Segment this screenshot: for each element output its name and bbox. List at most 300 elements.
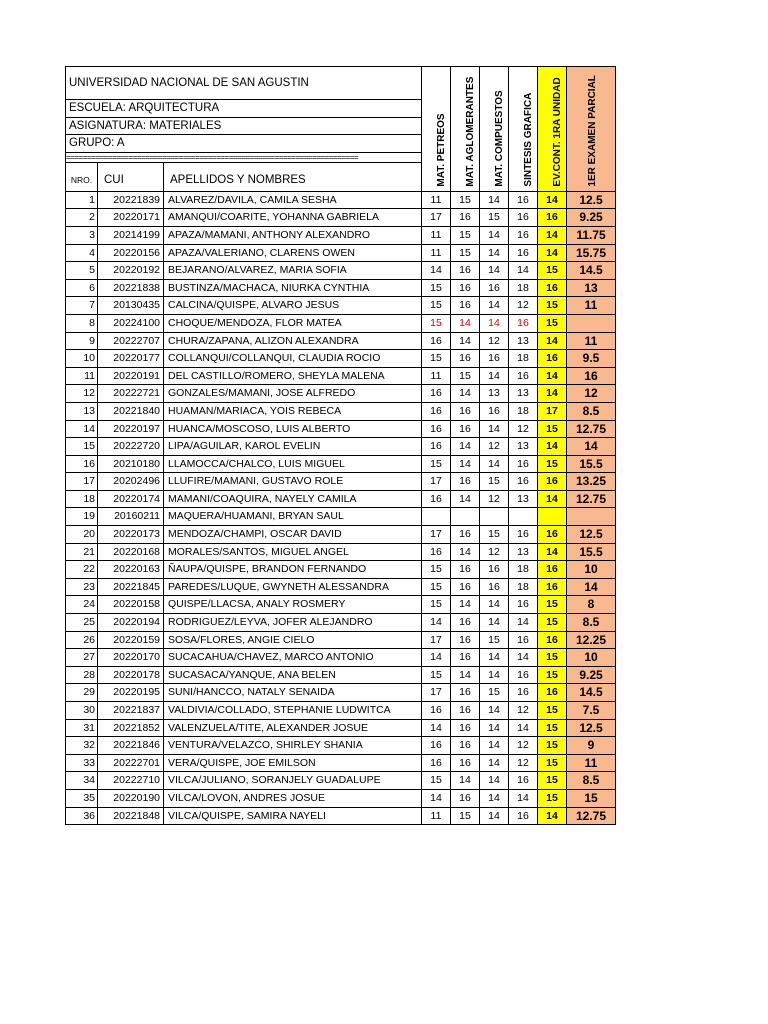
row-number: 16 <box>66 455 98 473</box>
row-student-name: AMANQUI/COARITE, YOHANNA GABRIELA <box>164 209 422 227</box>
row-cui: 20220159 <box>98 631 164 649</box>
row-examen-parcial: 12 <box>567 385 616 403</box>
row-number: 21 <box>66 543 98 561</box>
row-mat-petreos <box>422 508 451 526</box>
row-student-name: VENTURA/VELAZCO, SHIRLEY SHANIA <box>164 737 422 755</box>
row-number: 29 <box>66 684 98 702</box>
row-mat-aglomerantes: 16 <box>451 754 480 772</box>
table-row <box>66 420 616 438</box>
header-university-row <box>66 67 616 100</box>
row-mat-petreos: 16 <box>422 702 451 720</box>
row-number: 22 <box>66 561 98 579</box>
row-sintesis-grafica: 18 <box>509 402 538 420</box>
row-number: 3 <box>66 226 98 244</box>
table-row <box>66 631 616 649</box>
row-student-name: BEJARANO/ALVAREZ, MARIA SOFIA <box>164 262 422 280</box>
row-student-name: RODRIGUEZ/LEYVA, JOFER ALEJANDRO <box>164 614 422 632</box>
row-mat-petreos: 16 <box>422 754 451 772</box>
table-row <box>66 772 616 790</box>
row-ev-cont: 14 <box>538 244 567 262</box>
row-cui: 20220170 <box>98 649 164 667</box>
col-head-ev-cont <box>538 67 567 192</box>
row-cui: 20220190 <box>98 789 164 807</box>
row-mat-petreos: 14 <box>422 719 451 737</box>
row-student-name: COLLANQUI/COLLANQUI, CLAUDIA ROCIO <box>164 350 422 368</box>
row-number: 18 <box>66 490 98 508</box>
row-mat-aglomerantes: 16 <box>451 262 480 280</box>
row-sintesis-grafica: 13 <box>509 438 538 456</box>
row-number: 2 <box>66 209 98 227</box>
col-head-mat-aglomerantes <box>451 67 480 192</box>
row-sintesis-grafica: 12 <box>509 420 538 438</box>
row-cui: 20221848 <box>98 807 164 825</box>
row-sintesis-grafica: 13 <box>509 543 538 561</box>
row-number: 14 <box>66 420 98 438</box>
row-number: 12 <box>66 385 98 403</box>
table-row <box>66 490 616 508</box>
row-number: 11 <box>66 367 98 385</box>
table-row <box>66 262 616 280</box>
row-examen-parcial: 16 <box>567 367 616 385</box>
row-ev-cont: 14 <box>538 438 567 456</box>
row-sintesis-grafica: 16 <box>509 526 538 544</box>
row-sintesis-grafica: 16 <box>509 631 538 649</box>
row-student-name: CALCINA/QUISPE, ALVARO JESUS <box>164 297 422 315</box>
row-sintesis-grafica: 16 <box>509 314 538 332</box>
row-sintesis-grafica: 16 <box>509 772 538 790</box>
row-number: 15 <box>66 438 98 456</box>
row-mat-aglomerantes: 16 <box>451 684 480 702</box>
row-mat-compuestos: 14 <box>480 420 509 438</box>
col-head-mat-petreos <box>422 67 451 192</box>
row-examen-parcial: 15 <box>567 789 616 807</box>
row-mat-aglomerantes: 16 <box>451 789 480 807</box>
col-head-mat-compuestos <box>480 67 509 192</box>
row-mat-aglomerantes: 16 <box>451 631 480 649</box>
row-examen-parcial: 8.5 <box>567 772 616 790</box>
row-ev-cont: 16 <box>538 526 567 544</box>
col-head-sintesis-grafica <box>509 67 538 192</box>
row-cui: 20130435 <box>98 297 164 315</box>
table-row <box>66 754 616 772</box>
row-number: 4 <box>66 244 98 262</box>
row-number: 30 <box>66 702 98 720</box>
row-student-name: MORALES/SANTOS, MIGUEL ANGEL <box>164 543 422 561</box>
table-row <box>66 737 616 755</box>
table-row <box>66 332 616 350</box>
row-mat-compuestos: 14 <box>480 666 509 684</box>
row-mat-compuestos: 14 <box>480 772 509 790</box>
row-ev-cont: 16 <box>538 209 567 227</box>
table-row <box>66 279 616 297</box>
row-mat-petreos: 17 <box>422 684 451 702</box>
row-mat-petreos: 11 <box>422 226 451 244</box>
row-ev-cont: 15 <box>538 420 567 438</box>
row-ev-cont: 15 <box>538 702 567 720</box>
row-student-name: HUAMAN/MARIACA, YOIS REBECA <box>164 402 422 420</box>
row-ev-cont: 15 <box>538 772 567 790</box>
row-student-name: QUISPE/LLACSA, ANALY ROSMERY <box>164 596 422 614</box>
row-examen-parcial: 12.5 <box>567 526 616 544</box>
row-mat-aglomerantes: 16 <box>451 279 480 297</box>
row-cui: 20220178 <box>98 666 164 684</box>
table-row <box>66 578 616 596</box>
row-examen-parcial: 11 <box>567 332 616 350</box>
table-row <box>66 719 616 737</box>
row-student-name: VILCA/LOVON, ANDRES JOSUE <box>164 789 422 807</box>
row-ev-cont: 16 <box>538 279 567 297</box>
row-ev-cont: 15 <box>538 649 567 667</box>
row-ev-cont: 14 <box>538 490 567 508</box>
row-sintesis-grafica: 16 <box>509 473 538 491</box>
row-examen-parcial <box>567 508 616 526</box>
row-mat-compuestos: 15 <box>480 631 509 649</box>
row-student-name: PAREDES/LUQUE, GWYNETH ALESSANDRA <box>164 578 422 596</box>
table-row <box>66 684 616 702</box>
row-mat-compuestos: 14 <box>480 297 509 315</box>
row-mat-aglomerantes: 15 <box>451 226 480 244</box>
row-student-name: ÑAUPA/QUISPE, BRANDON FERNANDO <box>164 561 422 579</box>
col-head-nro: NRO. <box>66 162 98 191</box>
row-sintesis-grafica: 12 <box>509 297 538 315</box>
row-mat-compuestos: 14 <box>480 314 509 332</box>
row-mat-petreos: 16 <box>422 438 451 456</box>
row-ev-cont: 16 <box>538 684 567 702</box>
table-row <box>66 209 616 227</box>
row-ev-cont: 14 <box>538 332 567 350</box>
row-student-name: SUCASACA/YANQUE, ANA BELEN <box>164 666 422 684</box>
row-mat-petreos: 16 <box>422 402 451 420</box>
row-examen-parcial: 13.25 <box>567 473 616 491</box>
table-row <box>66 350 616 368</box>
row-student-name: ALVAREZ/DAVILA, CAMILA SESHA <box>164 191 422 209</box>
row-mat-petreos: 17 <box>422 631 451 649</box>
row-examen-parcial: 11 <box>567 754 616 772</box>
row-student-name: SUCACAHUA/CHAVEZ, MARCO ANTONIO <box>164 649 422 667</box>
row-mat-petreos: 15 <box>422 350 451 368</box>
row-ev-cont: 15 <box>538 455 567 473</box>
row-mat-compuestos: 14 <box>480 244 509 262</box>
row-number: 35 <box>66 789 98 807</box>
table-row <box>66 191 616 209</box>
row-mat-aglomerantes: 16 <box>451 297 480 315</box>
col-head-ev-cont-label: EV.CONT. 1RA UNIDAD <box>552 77 563 187</box>
row-cui: 20221838 <box>98 279 164 297</box>
row-cui: 20222701 <box>98 754 164 772</box>
row-sintesis-grafica: 18 <box>509 561 538 579</box>
col-head-mat-petreos-label: MAT. PETREOS <box>436 113 447 187</box>
row-ev-cont: 14 <box>538 385 567 403</box>
row-mat-petreos: 17 <box>422 209 451 227</box>
row-examen-parcial: 9.25 <box>567 209 616 227</box>
row-mat-petreos: 16 <box>422 420 451 438</box>
row-student-name: MAMANI/COAQUIRA, NAYELY CAMILA <box>164 490 422 508</box>
row-mat-aglomerantes: 15 <box>451 191 480 209</box>
row-sintesis-grafica: 13 <box>509 332 538 350</box>
row-ev-cont: 15 <box>538 719 567 737</box>
row-ev-cont: 14 <box>538 367 567 385</box>
row-mat-petreos: 16 <box>422 385 451 403</box>
row-mat-aglomerantes: 14 <box>451 455 480 473</box>
row-cui: 20202496 <box>98 473 164 491</box>
row-cui: 20220192 <box>98 262 164 280</box>
col-head-mat-compuestos-label: MAT. COMPUESTOS <box>494 90 505 187</box>
col-head-sintesis-grafica-label: SINTESIS GRAFICA <box>523 92 534 187</box>
row-number: 23 <box>66 578 98 596</box>
row-mat-compuestos: 14 <box>480 737 509 755</box>
row-cui: 20214199 <box>98 226 164 244</box>
row-mat-aglomerantes: 16 <box>451 614 480 632</box>
row-mat-compuestos: 12 <box>480 543 509 561</box>
col-head-cui: CUI <box>98 162 164 191</box>
row-cui: 20220177 <box>98 350 164 368</box>
row-ev-cont: 15 <box>538 614 567 632</box>
row-sintesis-grafica: 14 <box>509 719 538 737</box>
row-cui: 20160211 <box>98 508 164 526</box>
table-row <box>66 526 616 544</box>
row-mat-compuestos: 16 <box>480 561 509 579</box>
row-mat-compuestos: 12 <box>480 490 509 508</box>
row-examen-parcial: 12.25 <box>567 631 616 649</box>
row-cui: 20222721 <box>98 385 164 403</box>
row-number: 19 <box>66 508 98 526</box>
row-mat-aglomerantes: 16 <box>451 526 480 544</box>
row-examen-parcial: 14 <box>567 578 616 596</box>
row-mat-petreos: 16 <box>422 490 451 508</box>
row-mat-compuestos: 14 <box>480 702 509 720</box>
group-label: GRUPO: A <box>66 135 422 153</box>
row-number: 9 <box>66 332 98 350</box>
row-mat-compuestos: 14 <box>480 455 509 473</box>
row-student-name: VILCA/JULIANO, SORANJELY GUADALUPE <box>164 772 422 790</box>
row-mat-aglomerantes: 14 <box>451 385 480 403</box>
row-mat-aglomerantes: 16 <box>451 702 480 720</box>
school-label: ESCUELA: ARQUITECTURA <box>66 100 422 118</box>
row-cui: 20220194 <box>98 614 164 632</box>
subject-label: ASIGNATURA: MATERIALES <box>66 117 422 135</box>
row-ev-cont <box>538 508 567 526</box>
row-sintesis-grafica: 16 <box>509 807 538 825</box>
row-number: 13 <box>66 402 98 420</box>
row-ev-cont: 14 <box>538 543 567 561</box>
row-mat-compuestos: 12 <box>480 332 509 350</box>
row-number: 24 <box>66 596 98 614</box>
row-examen-parcial: 12.5 <box>567 191 616 209</box>
row-examen-parcial: 14.5 <box>567 684 616 702</box>
row-cui: 20210180 <box>98 455 164 473</box>
row-examen-parcial: 10 <box>567 649 616 667</box>
row-student-name: SUNI/HANCCO, NATALY SENAIDA <box>164 684 422 702</box>
table-row <box>66 402 616 420</box>
row-cui: 20220168 <box>98 543 164 561</box>
row-mat-petreos: 11 <box>422 367 451 385</box>
row-mat-compuestos: 15 <box>480 473 509 491</box>
row-mat-aglomerantes: 15 <box>451 807 480 825</box>
row-mat-petreos: 14 <box>422 649 451 667</box>
col-head-name: APELLIDOS Y NOMBRES <box>164 162 422 191</box>
row-examen-parcial: 15.75 <box>567 244 616 262</box>
row-mat-petreos: 14 <box>422 614 451 632</box>
row-mat-compuestos: 14 <box>480 614 509 632</box>
row-cui: 20220156 <box>98 244 164 262</box>
row-number: 33 <box>66 754 98 772</box>
row-ev-cont: 16 <box>538 350 567 368</box>
row-student-name: MAQUERA/HUAMANI, BRYAN SAUL <box>164 508 422 526</box>
row-number: 10 <box>66 350 98 368</box>
row-mat-compuestos: 14 <box>480 262 509 280</box>
row-mat-compuestos: 15 <box>480 209 509 227</box>
row-student-name: APAZA/MAMANI, ANTHONY ALEXANDRO <box>164 226 422 244</box>
row-mat-petreos: 16 <box>422 332 451 350</box>
row-examen-parcial: 12.75 <box>567 420 616 438</box>
row-mat-petreos: 11 <box>422 807 451 825</box>
row-mat-compuestos: 14 <box>480 719 509 737</box>
row-sintesis-grafica: 14 <box>509 262 538 280</box>
row-mat-petreos: 14 <box>422 262 451 280</box>
row-number: 25 <box>66 614 98 632</box>
row-number: 31 <box>66 719 98 737</box>
row-examen-parcial: 15.5 <box>567 455 616 473</box>
row-student-name: DEL CASTILLO/ROMERO, SHEYLA MALENA <box>164 367 422 385</box>
row-number: 1 <box>66 191 98 209</box>
row-mat-aglomerantes: 14 <box>451 314 480 332</box>
row-mat-petreos: 11 <box>422 244 451 262</box>
row-mat-compuestos: 16 <box>480 402 509 420</box>
row-mat-aglomerantes: 15 <box>451 244 480 262</box>
row-sintesis-grafica: 13 <box>509 490 538 508</box>
table-row <box>66 666 616 684</box>
row-cui: 20222720 <box>98 438 164 456</box>
row-mat-petreos: 15 <box>422 772 451 790</box>
row-student-name: LLUFIRE/MAMANI, GUSTAVO ROLE <box>164 473 422 491</box>
row-sintesis-grafica: 16 <box>509 455 538 473</box>
row-mat-aglomerantes: 16 <box>451 209 480 227</box>
row-sintesis-grafica: 12 <box>509 702 538 720</box>
row-ev-cont: 15 <box>538 297 567 315</box>
row-mat-compuestos: 14 <box>480 754 509 772</box>
row-student-name: VALENZUELA/TITE, ALEXANDER JOSUE <box>164 719 422 737</box>
row-sintesis-grafica: 16 <box>509 209 538 227</box>
row-cui: 20221845 <box>98 578 164 596</box>
row-examen-parcial: 12.75 <box>567 490 616 508</box>
col-head-mat-aglomerantes-label: MAT. AGLOMERANTES <box>465 76 476 187</box>
row-sintesis-grafica: 18 <box>509 279 538 297</box>
row-sintesis-grafica: 16 <box>509 367 538 385</box>
row-cui: 20222710 <box>98 772 164 790</box>
row-ev-cont: 16 <box>538 561 567 579</box>
table-row <box>66 543 616 561</box>
row-mat-petreos: 15 <box>422 455 451 473</box>
row-mat-petreos: 16 <box>422 543 451 561</box>
table-row <box>66 807 616 825</box>
row-cui: 20221837 <box>98 702 164 720</box>
row-ev-cont: 17 <box>538 402 567 420</box>
row-mat-aglomerantes: 16 <box>451 561 480 579</box>
row-mat-aglomerantes: 14 <box>451 490 480 508</box>
row-examen-parcial: 11 <box>567 297 616 315</box>
row-number: 17 <box>66 473 98 491</box>
row-number: 34 <box>66 772 98 790</box>
table-row <box>66 789 616 807</box>
table-row <box>66 561 616 579</box>
row-ev-cont: 15 <box>538 737 567 755</box>
table-row <box>66 385 616 403</box>
row-ev-cont: 14 <box>538 226 567 244</box>
row-student-name: VALDIVIA/COLLADO, STEPHANIE LUDWITCA <box>164 702 422 720</box>
row-ev-cont: 14 <box>538 191 567 209</box>
row-cui: 20220158 <box>98 596 164 614</box>
row-mat-aglomerantes: 14 <box>451 438 480 456</box>
row-examen-parcial: 14.5 <box>567 262 616 280</box>
row-ev-cont: 14 <box>538 807 567 825</box>
row-sintesis-grafica: 16 <box>509 666 538 684</box>
row-ev-cont: 15 <box>538 314 567 332</box>
row-mat-compuestos: 16 <box>480 350 509 368</box>
row-mat-compuestos: 14 <box>480 191 509 209</box>
row-sintesis-grafica <box>509 508 538 526</box>
row-mat-petreos: 15 <box>422 561 451 579</box>
row-mat-aglomerantes: 16 <box>451 473 480 491</box>
row-mat-aglomerantes: 16 <box>451 719 480 737</box>
row-student-name: BUSTINZA/MACHACA, NIURKA CYNTHIA <box>164 279 422 297</box>
row-student-name: APAZA/VALERIANO, CLARENS OWEN <box>164 244 422 262</box>
row-mat-compuestos: 14 <box>480 807 509 825</box>
row-mat-compuestos: 14 <box>480 649 509 667</box>
row-mat-petreos: 15 <box>422 666 451 684</box>
row-mat-aglomerantes: 16 <box>451 737 480 755</box>
row-mat-aglomerantes: 16 <box>451 350 480 368</box>
row-mat-aglomerantes: 16 <box>451 402 480 420</box>
row-ev-cont: 16 <box>538 473 567 491</box>
row-examen-parcial: 8.5 <box>567 402 616 420</box>
row-number: 27 <box>66 649 98 667</box>
row-cui: 20222707 <box>98 332 164 350</box>
row-cui: 20220197 <box>98 420 164 438</box>
row-student-name: HUANCA/MOSCOSO, LUIS ALBERTO <box>164 420 422 438</box>
row-examen-parcial: 8 <box>567 596 616 614</box>
grades-table <box>65 66 616 825</box>
table-row <box>66 614 616 632</box>
row-mat-compuestos: 14 <box>480 226 509 244</box>
row-student-name: LLAMOCCA/CHALCO, LUIS MIGUEL <box>164 455 422 473</box>
table-row <box>66 226 616 244</box>
row-sintesis-grafica: 16 <box>509 684 538 702</box>
row-sintesis-grafica: 12 <box>509 754 538 772</box>
row-sintesis-grafica: 13 <box>509 385 538 403</box>
row-sintesis-grafica: 16 <box>509 596 538 614</box>
row-mat-aglomerantes: 14 <box>451 332 480 350</box>
row-sintesis-grafica: 14 <box>509 649 538 667</box>
row-cui: 20221840 <box>98 402 164 420</box>
row-number: 5 <box>66 262 98 280</box>
row-student-name: CHOQUE/MENDOZA, FLOR MATEA <box>164 314 422 332</box>
row-examen-parcial: 9 <box>567 737 616 755</box>
row-cui: 20221839 <box>98 191 164 209</box>
row-ev-cont: 15 <box>538 789 567 807</box>
row-sintesis-grafica: 14 <box>509 614 538 632</box>
row-mat-aglomerantes: 14 <box>451 772 480 790</box>
row-mat-petreos: 14 <box>422 789 451 807</box>
row-student-name: VILCA/QUISPE, SAMIRA NAYELI <box>164 807 422 825</box>
table-row <box>66 244 616 262</box>
row-mat-compuestos: 13 <box>480 385 509 403</box>
table-row <box>66 473 616 491</box>
row-cui: 20220174 <box>98 490 164 508</box>
row-ev-cont: 16 <box>538 578 567 596</box>
row-mat-compuestos <box>480 508 509 526</box>
row-number: 20 <box>66 526 98 544</box>
row-number: 32 <box>66 737 98 755</box>
